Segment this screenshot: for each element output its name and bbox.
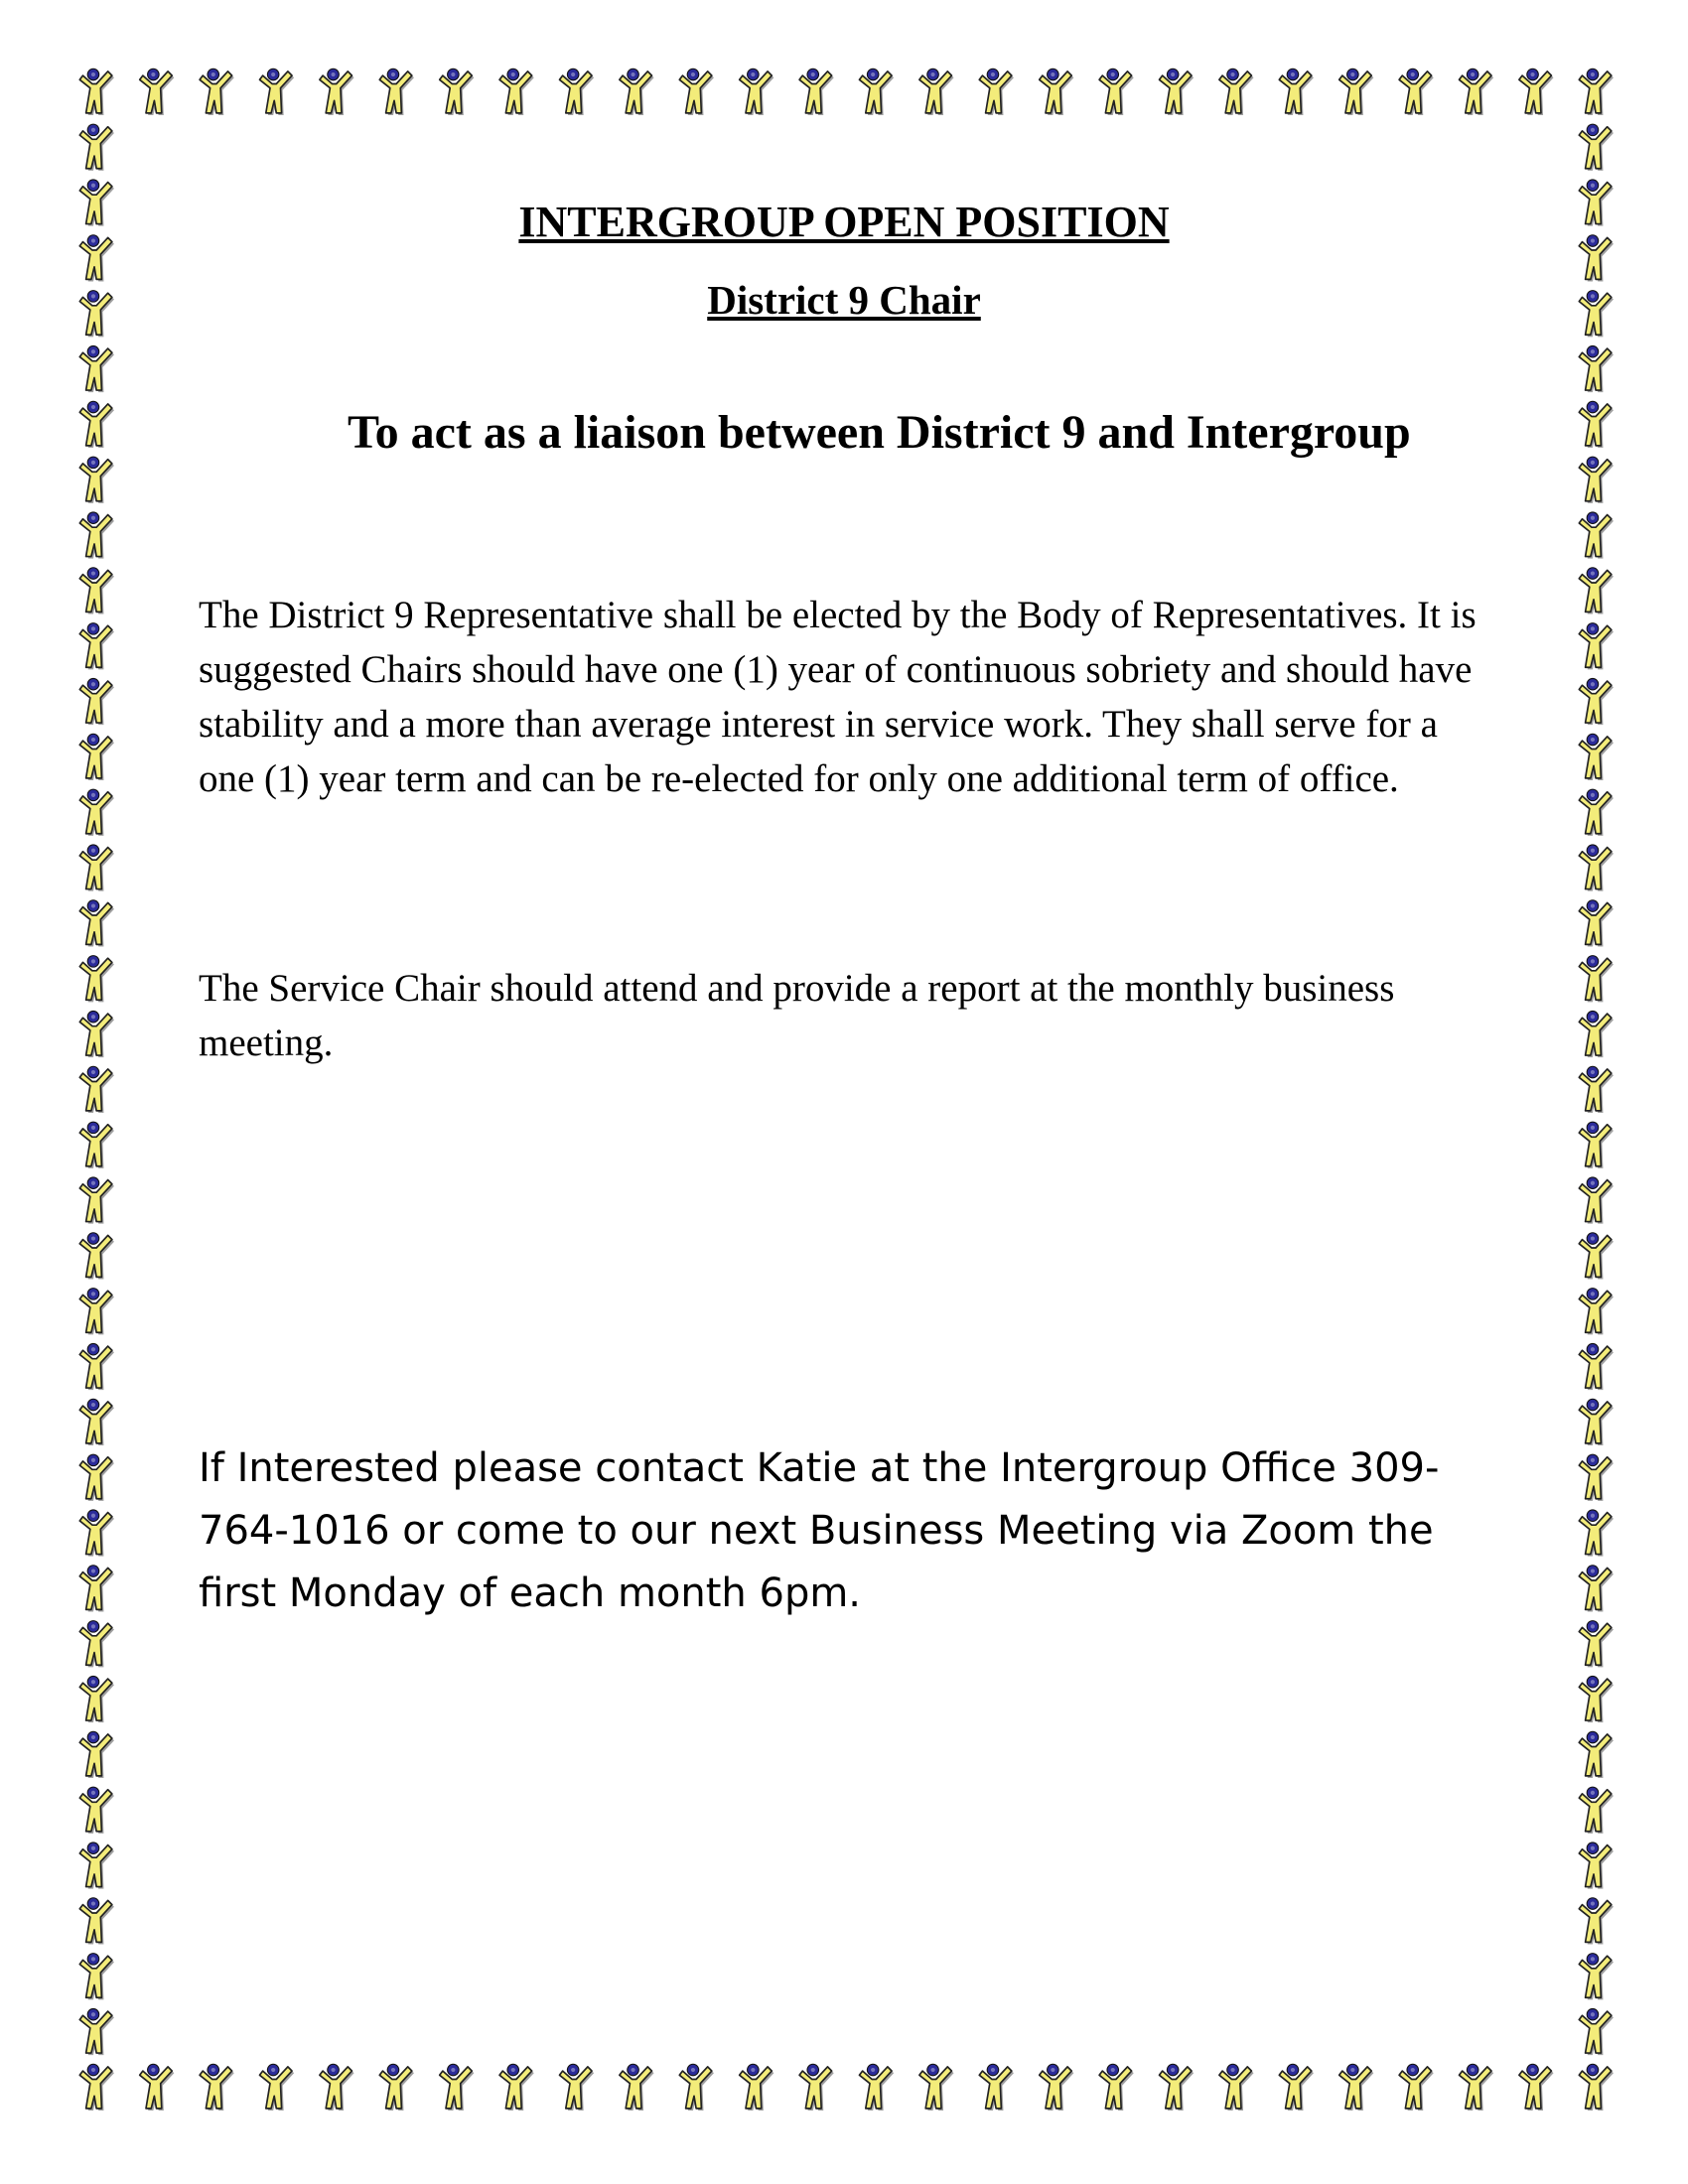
position-title: District 9 Chair [707, 277, 981, 323]
contact-paragraph: If Interested please contact Katie at the Intergroup Office 309-764-1016 or come to our next Business Meeting via Zoom the first Monday of each month 6pm. [199, 1445, 1440, 1616]
page-title: INTERGROUP OPEN POSITION [518, 198, 1170, 246]
duties-paragraph: The Service Chair should attend and provide a report at the monthly business meeting. [199, 967, 1395, 1064]
position-purpose: To act as a liaison between District 9 and Intergroup [348, 406, 1411, 459]
description-paragraph: The District 9 Representative shall be elected by the Body of Representatives. It is suggested Chairs should have one (1) year of continuous sobriety and should have stability and a more than average interest in service work. They shall serve for a one (1) year term and can be re-elected for only one additional term of office. [199, 594, 1477, 800]
